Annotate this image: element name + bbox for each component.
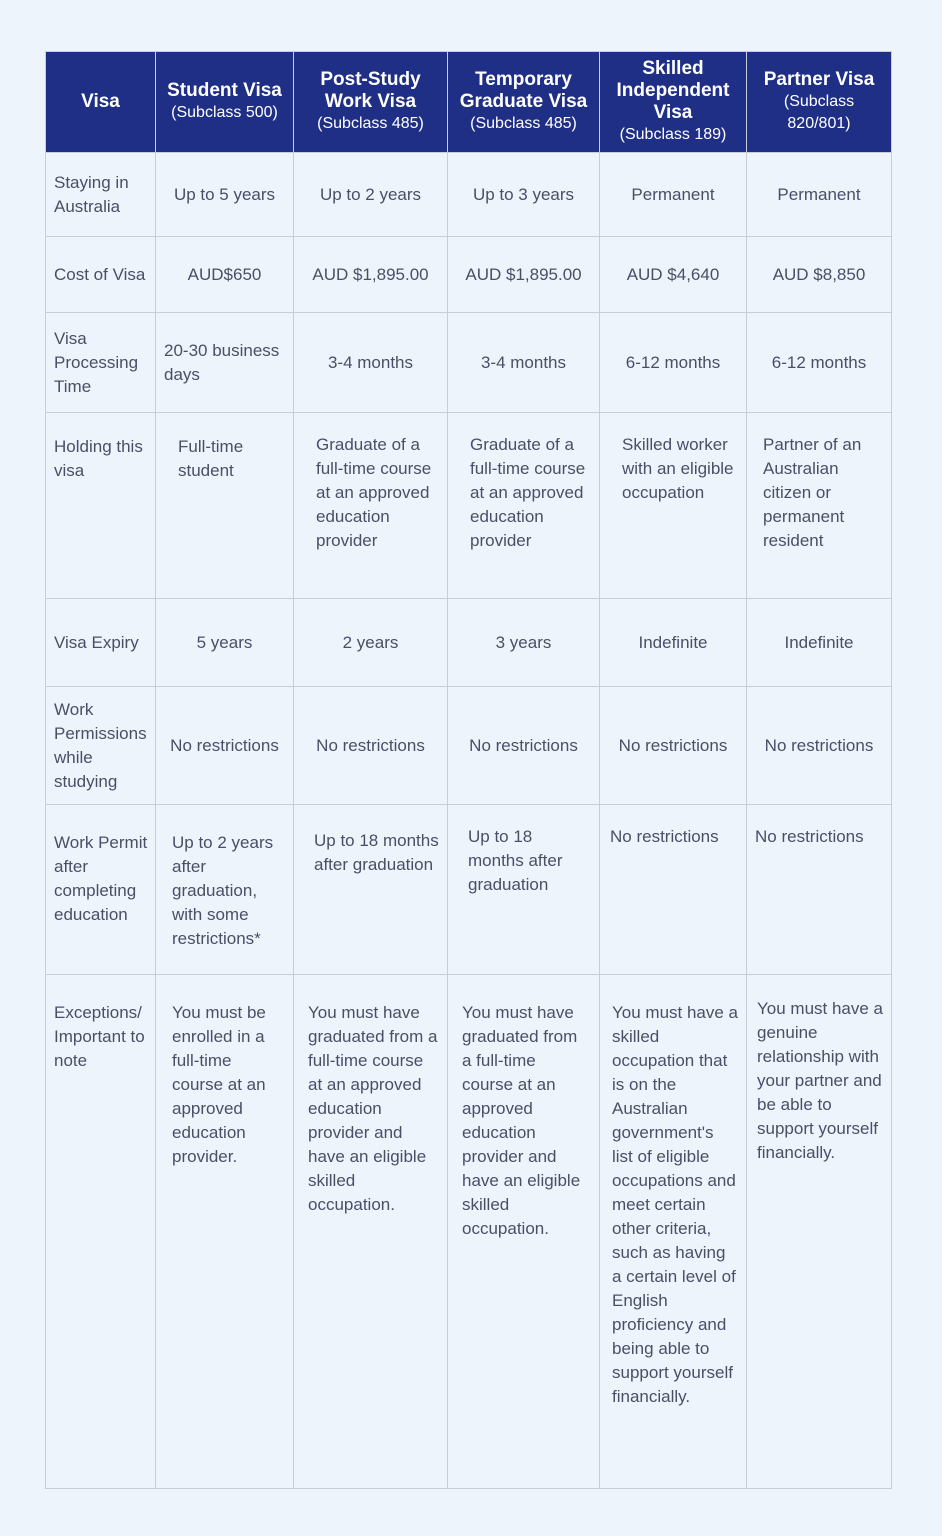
table-cell: 3-4 months <box>294 313 448 413</box>
table-cell: You must have graduated from a full-time course at an approved education provider and have an eligible skilled occupation. <box>448 975 600 1489</box>
table-row <box>46 975 892 1489</box>
table-cell: 20-30 business days <box>156 313 294 413</box>
table-cell: Up to 2 years after graduation, with some restrictions* <box>156 805 294 975</box>
table-cell: No restrictions <box>600 805 747 975</box>
table-cell: No restrictions <box>600 687 747 805</box>
row-label-staying: Staying in Australia <box>46 153 156 237</box>
table-row <box>46 153 892 237</box>
table-cell: No restrictions <box>448 687 600 805</box>
table-row <box>46 599 892 687</box>
table-cell: AUD $1,895.00 <box>294 237 448 313</box>
table-row <box>46 413 892 599</box>
table-cell: 3-4 months <box>448 313 600 413</box>
header-student-visa: Student Visa (Subclass 500) <box>156 52 294 153</box>
table-cell: Up to 18 months after graduation <box>294 805 448 975</box>
row-label-cost: Cost of Visa <box>46 237 156 313</box>
table-cell: You must have a skilled occupation that is on the Australian government's list of eligible occupations and meet certain other criteria, such as having a certain level of English proficiency and being able to support yourself financially. <box>600 975 747 1489</box>
table-cell: Indefinite <box>600 599 747 687</box>
table-row <box>46 313 892 413</box>
table-cell: You must have a genuine relationship with your partner and be able to support yourself financially. <box>747 975 892 1489</box>
table-row <box>46 237 892 313</box>
table-cell: Up to 3 years <box>448 153 600 237</box>
header-visa: Visa <box>46 52 156 153</box>
header-row <box>46 52 892 153</box>
header-temporary-graduate-visa: Temporary Graduate Visa (Subclass 485) <box>448 52 600 153</box>
table-cell: You must be enrolled in a full-time course at an approved education provider. <box>156 975 294 1489</box>
table-cell: Graduate of a full-time course at an approved education provider <box>294 413 448 599</box>
table-cell: Permanent <box>747 153 892 237</box>
table-cell: AUD $4,640 <box>600 237 747 313</box>
row-label-holding: Holding this visa <box>46 413 156 599</box>
row-label-expiry: Visa Expiry <box>46 599 156 687</box>
header-post-study-work-visa: Post-Study Work Visa (Subclass 485) <box>294 52 448 153</box>
table-cell: AUD $1,895.00 <box>448 237 600 313</box>
table-cell: 2 years <box>294 599 448 687</box>
table-cell: Indefinite <box>747 599 892 687</box>
header-partner-visa: Partner Visa (Subclass 820/801) <box>747 52 892 153</box>
table-cell: Full-time student <box>156 413 294 599</box>
visa-comparison-table <box>45 51 892 1489</box>
table-cell: Up to 5 years <box>156 153 294 237</box>
table-cell: AUD$650 <box>156 237 294 313</box>
table-cell: No restrictions <box>747 805 892 975</box>
table-cell: No restrictions <box>156 687 294 805</box>
table-cell: AUD $8,850 <box>747 237 892 313</box>
header-skilled-independent-visa: Skilled Independent Visa (Subclass 189) <box>600 52 747 153</box>
table-cell: 6-12 months <box>747 313 892 413</box>
table-cell: Up to 18 months after graduation <box>448 805 600 975</box>
row-label-processing-time: Visa Processing Time <box>46 313 156 413</box>
table-cell: Partner of an Australian citizen or permanent resident <box>747 413 892 599</box>
row-label-work-permit-after: Work Permit after completing education <box>46 805 156 975</box>
row-label-exceptions: Exceptions/ Important to note <box>46 975 156 1489</box>
visa-comparison-table-wrapper <box>45 51 892 1489</box>
table-cell: Up to 2 years <box>294 153 448 237</box>
table-cell: 5 years <box>156 599 294 687</box>
table-cell: 6-12 months <box>600 313 747 413</box>
table-row <box>46 687 892 805</box>
table-cell: No restrictions <box>294 687 448 805</box>
table-cell: Graduate of a full-time course at an approved education provider <box>448 413 600 599</box>
table-cell: Permanent <box>600 153 747 237</box>
row-label-work-permissions: Work Permissions while studying <box>46 687 156 805</box>
table-cell: You must have graduated from a full-time course at an approved education provider and have an eligible skilled occupation. <box>294 975 448 1489</box>
table-row <box>46 805 892 975</box>
table-cell: 3 years <box>448 599 600 687</box>
table-cell: Skilled worker with an eligible occupation <box>600 413 747 599</box>
table-cell: No restrictions <box>747 687 892 805</box>
